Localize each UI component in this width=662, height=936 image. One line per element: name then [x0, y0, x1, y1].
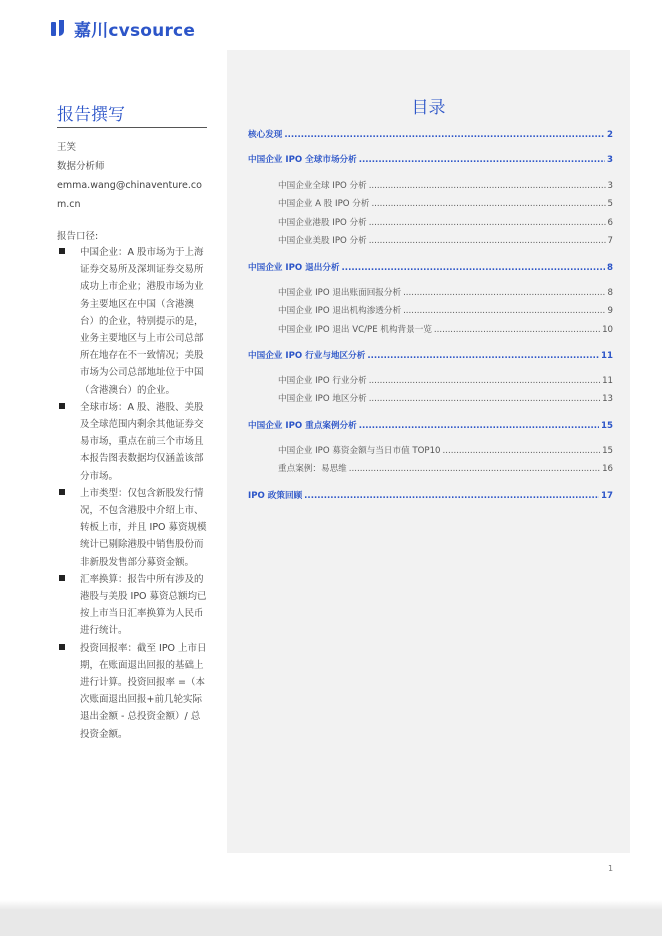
note-item	[57, 640, 207, 743]
note-text: 投资回报率：截至 IPO 上市日期，在账面退出回报的基础上进行计算。投资回报率 =（本次账面退出回报+前几轮实际退出金额 - 总投资金额）/ 总投资金额。	[80, 642, 207, 740]
toc-page: 3	[607, 181, 613, 191]
toc-leader	[369, 236, 606, 246]
toc-page: 11	[602, 376, 613, 386]
toc-page: 15	[601, 421, 613, 431]
toc-leader	[403, 306, 605, 316]
toc-leader	[359, 421, 599, 431]
toc-page: 15	[602, 446, 613, 456]
toc-page: 8	[607, 288, 613, 298]
toc-entry-industry[interactable]	[278, 374, 613, 386]
square-bullet-icon	[59, 403, 65, 409]
note-text: 上市类型：仅包含新股发行情况，不包含港股中介绍上市、转板上市，并且 IPO 募资规模统计已剔除港股中销售股份而非新股发售部分募资金额。	[80, 487, 207, 568]
caliber-title: 报告口径:	[57, 231, 99, 242]
author-role: 数据分析师	[57, 161, 105, 172]
toc-leader	[359, 155, 605, 165]
toc-label: IPO 政策回顾	[248, 491, 303, 501]
toc-page: 16	[602, 464, 613, 474]
toc-label: 中国企业 IPO 募资金额与当日市值 TOP10	[278, 446, 441, 456]
toc-label: 中国企业 IPO 全球市场分析	[248, 155, 357, 165]
note-item	[57, 399, 207, 485]
toc-label: 中国企业 IPO 重点案例分析	[248, 421, 357, 431]
author-sidebar	[57, 100, 207, 743]
square-bullet-icon	[59, 489, 65, 495]
toc-entry-a-share-ipo[interactable]	[278, 197, 613, 209]
toc-page: 17	[601, 491, 613, 501]
footer-band	[0, 910, 662, 936]
toc-page: 10	[602, 325, 613, 335]
logo-icon	[50, 19, 70, 39]
note-text: 汇率换算：报告中所有涉及的港股与美股 IPO 募资总额均已按上市当日汇率换算为人民币进行统计。	[80, 573, 207, 637]
toc-entry-industry-region[interactable]	[248, 349, 613, 361]
toc-page: 11	[601, 351, 613, 361]
toc-entry-penetration[interactable]	[278, 304, 613, 316]
toc-entry-global-ipo[interactable]	[278, 179, 613, 191]
toc-title: 目录	[411, 98, 446, 118]
toc-leader	[369, 376, 600, 386]
toc-leader	[304, 491, 599, 501]
toc-label: 中国企业 IPO 退出账面回报分析	[278, 288, 402, 298]
toc-entry-exit-analysis[interactable]	[248, 261, 613, 273]
toc-label: 重点案例：易思维	[278, 464, 347, 474]
toc-label: 中国企业港股 IPO 分析	[278, 218, 367, 228]
toc-leader	[369, 181, 606, 191]
toc-leader	[369, 218, 606, 228]
toc-label: 中国企业 IPO 行业与地区分析	[248, 351, 366, 361]
toc-entry-top10[interactable]	[278, 444, 613, 456]
toc-label: 中国企业 IPO 行业分析	[278, 376, 367, 386]
note-item	[57, 244, 207, 399]
toc-entry-case-study[interactable]	[278, 462, 613, 474]
toc-leader	[367, 351, 599, 361]
toc-page: 6	[607, 218, 613, 228]
cvsource-logo	[50, 16, 195, 41]
toc-label: 中国企业 IPO 退出分析	[248, 263, 340, 273]
note-text: 全球市场：A 股、港股、美股及全球范围内剩余其他证券交易市场，重点在前三个市场且本报告图表数据均仅涵盖该部分市场。	[80, 401, 204, 482]
toc-entry-vcpe-background[interactable]	[278, 323, 613, 335]
toc-label: 中国企业 IPO 地区分析	[278, 394, 367, 404]
toc-entry-key-cases[interactable]	[248, 419, 613, 431]
square-bullet-icon	[59, 248, 65, 254]
toc-entry-region[interactable]	[278, 392, 613, 404]
toc-leader	[342, 263, 605, 273]
toc-label: 核心发现	[248, 130, 283, 140]
toc-entry-us-ipo[interactable]	[278, 234, 613, 246]
toc-panel	[227, 50, 630, 853]
toc-leader	[284, 130, 605, 140]
toc-leader	[443, 446, 601, 456]
toc-page: 2	[607, 130, 613, 140]
note-item	[57, 485, 207, 571]
page-number: 1	[608, 864, 614, 873]
caliber-notes	[57, 244, 207, 743]
toc-page: 8	[607, 263, 613, 273]
toc-label: 中国企业美股 IPO 分析	[278, 236, 367, 246]
toc-leader	[403, 288, 605, 298]
toc-entry-key-findings[interactable]	[248, 128, 613, 140]
toc-entry-global-market[interactable]	[248, 153, 613, 165]
toc-entry-hk-ipo[interactable]	[278, 216, 613, 228]
note-item	[57, 571, 207, 640]
author-email[interactable]: emma.wang@chinaventure.com.cn	[57, 180, 202, 210]
toc-label: 中国企业 IPO 退出机构渗透分析	[278, 306, 402, 316]
toc-page: 3	[607, 155, 613, 165]
toc-leader	[369, 394, 600, 404]
toc-page: 5	[607, 199, 613, 209]
author-section-title: 报告撰写	[57, 100, 207, 128]
note-text: 中国企业：A 股市场为于上海证券交易所及深圳证券交易所成功上市企业；港股市场为业务主要地区在中国（含港澳台）的企业，特别提示的是，业务主要地区与上市公司总部所在地存在不一致情况；美股市场为公司总部地址位于中国（含港澳台）的企业。	[80, 247, 204, 396]
toc-entry-book-return[interactable]	[278, 286, 613, 298]
author-name: 王笑	[57, 142, 77, 153]
toc-leader	[434, 325, 600, 335]
toc-label: 中国企业 A 股 IPO 分析	[278, 199, 370, 209]
square-bullet-icon	[59, 644, 65, 650]
toc-label: 中国企业 IPO 退出 VC/PE 机构背景一览	[278, 325, 432, 335]
logo-text: 嘉川cvsource	[74, 21, 196, 41]
toc-page: 7	[607, 236, 613, 246]
toc-leader	[371, 199, 605, 209]
toc-page: 9	[607, 306, 613, 316]
toc-page: 13	[602, 394, 613, 404]
square-bullet-icon	[59, 575, 65, 581]
toc-leader	[349, 464, 600, 474]
toc-label: 中国企业全球 IPO 分析	[278, 181, 367, 191]
toc-entry-policy-review[interactable]	[248, 489, 613, 501]
